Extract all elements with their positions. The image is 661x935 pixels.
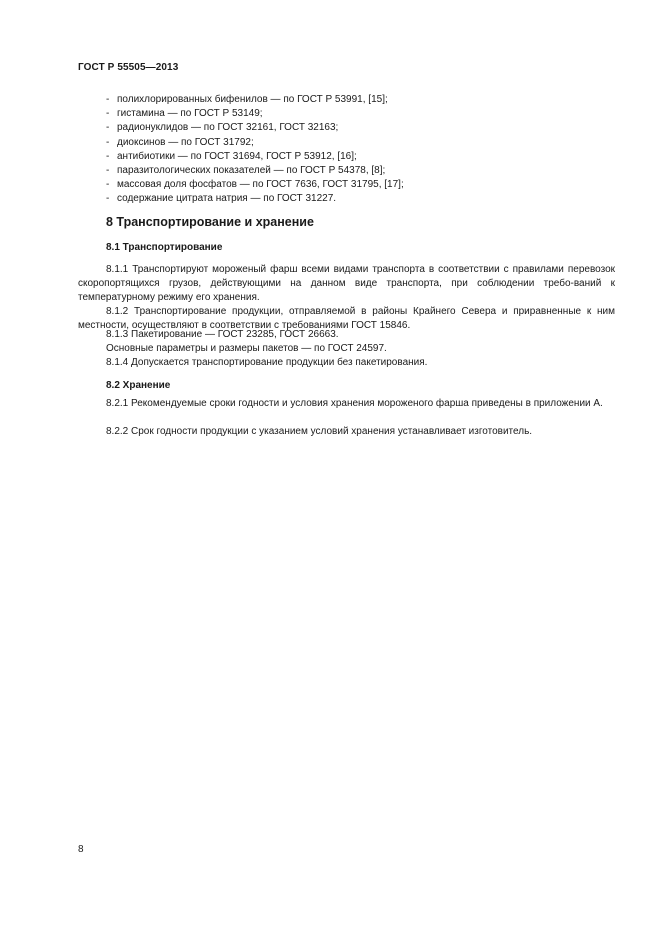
paragraph-8-1-3: 8.1.3 Пакетирование — ГОСТ 23285, ГОСТ 26663. (106, 329, 339, 340)
subsection-title-transport: 8.1 Транспортирование (106, 242, 223, 253)
list-item: - антибиотики — по ГОСТ 31694, ГОСТ Р 53912, [16]; (106, 150, 606, 164)
list-marker: - (106, 122, 110, 134)
list-item: - содержание цитрата натрия — по ГОСТ 31227. (106, 192, 606, 206)
list-marker: - (106, 108, 110, 120)
list-item: - массовая доля фосфатов — по ГОСТ 7636, ГОСТ 31795, [17]; (106, 178, 606, 192)
list-marker: - (106, 136, 110, 148)
paragraph-8-1-2: 8.1.2 Транспортирование продукции, отправляемой в районы Крайнего Севера и приравненные к ним местности, осуществляют в соответствии с требованиями ГОСТ 15846. (78, 306, 615, 332)
paragraph-8-1-1: 8.1.1 Транспортируют мороженый фарш всеми видами транспорта в соответствии с правилами перевозок скоропортящихся грузов, действующими на данном виде транспорта, при соблюдении требо-ваний к температурному режиму его хранения. (78, 264, 615, 304)
page-number: 8 (78, 844, 84, 855)
list-item: - гистамина — по ГОСТ Р 53149; (106, 107, 606, 121)
section-title: 8 Транспортирование и хранение (106, 215, 314, 229)
list-item: - паразитологических показателей — по ГОСТ Р 54378, [8]; (106, 164, 606, 178)
paragraph-8-1-3-packages: Основные параметры и размеры пакетов — по ГОСТ 24597. (106, 343, 387, 354)
list-item: - полихлорированных бифенилов — по ГОСТ Р 53991, [15]; (106, 93, 606, 107)
document-header: ГОСТ Р 55505—2013 (78, 62, 179, 73)
paragraph-8-1-4: 8.1.4 Допускается транспортирование продукции без пакетирования. (106, 357, 428, 368)
paragraph-8-2-1: 8.2.1 Рекомендуемые сроки годности и условия хранения мороженого фарша приведены в приложении А. (106, 398, 603, 409)
paragraph-8-2-2: 8.2.2 Срок годности продукции с указанием условий хранения устанавливает изготовитель. (106, 426, 533, 437)
list-marker: - (106, 193, 110, 205)
list-marker: - (106, 165, 110, 177)
list-marker: - (106, 179, 110, 191)
subsection-title-storage: 8.2 Хранение (106, 380, 171, 391)
list-marker: - (106, 94, 110, 105)
list-marker: - (106, 150, 110, 162)
list-item: - диоксинов — по ГОСТ 31792; (106, 136, 606, 150)
list-item: - радионуклидов — по ГОСТ 32161, ГОСТ 32163; (106, 121, 606, 135)
indicator-list (106, 93, 606, 207)
